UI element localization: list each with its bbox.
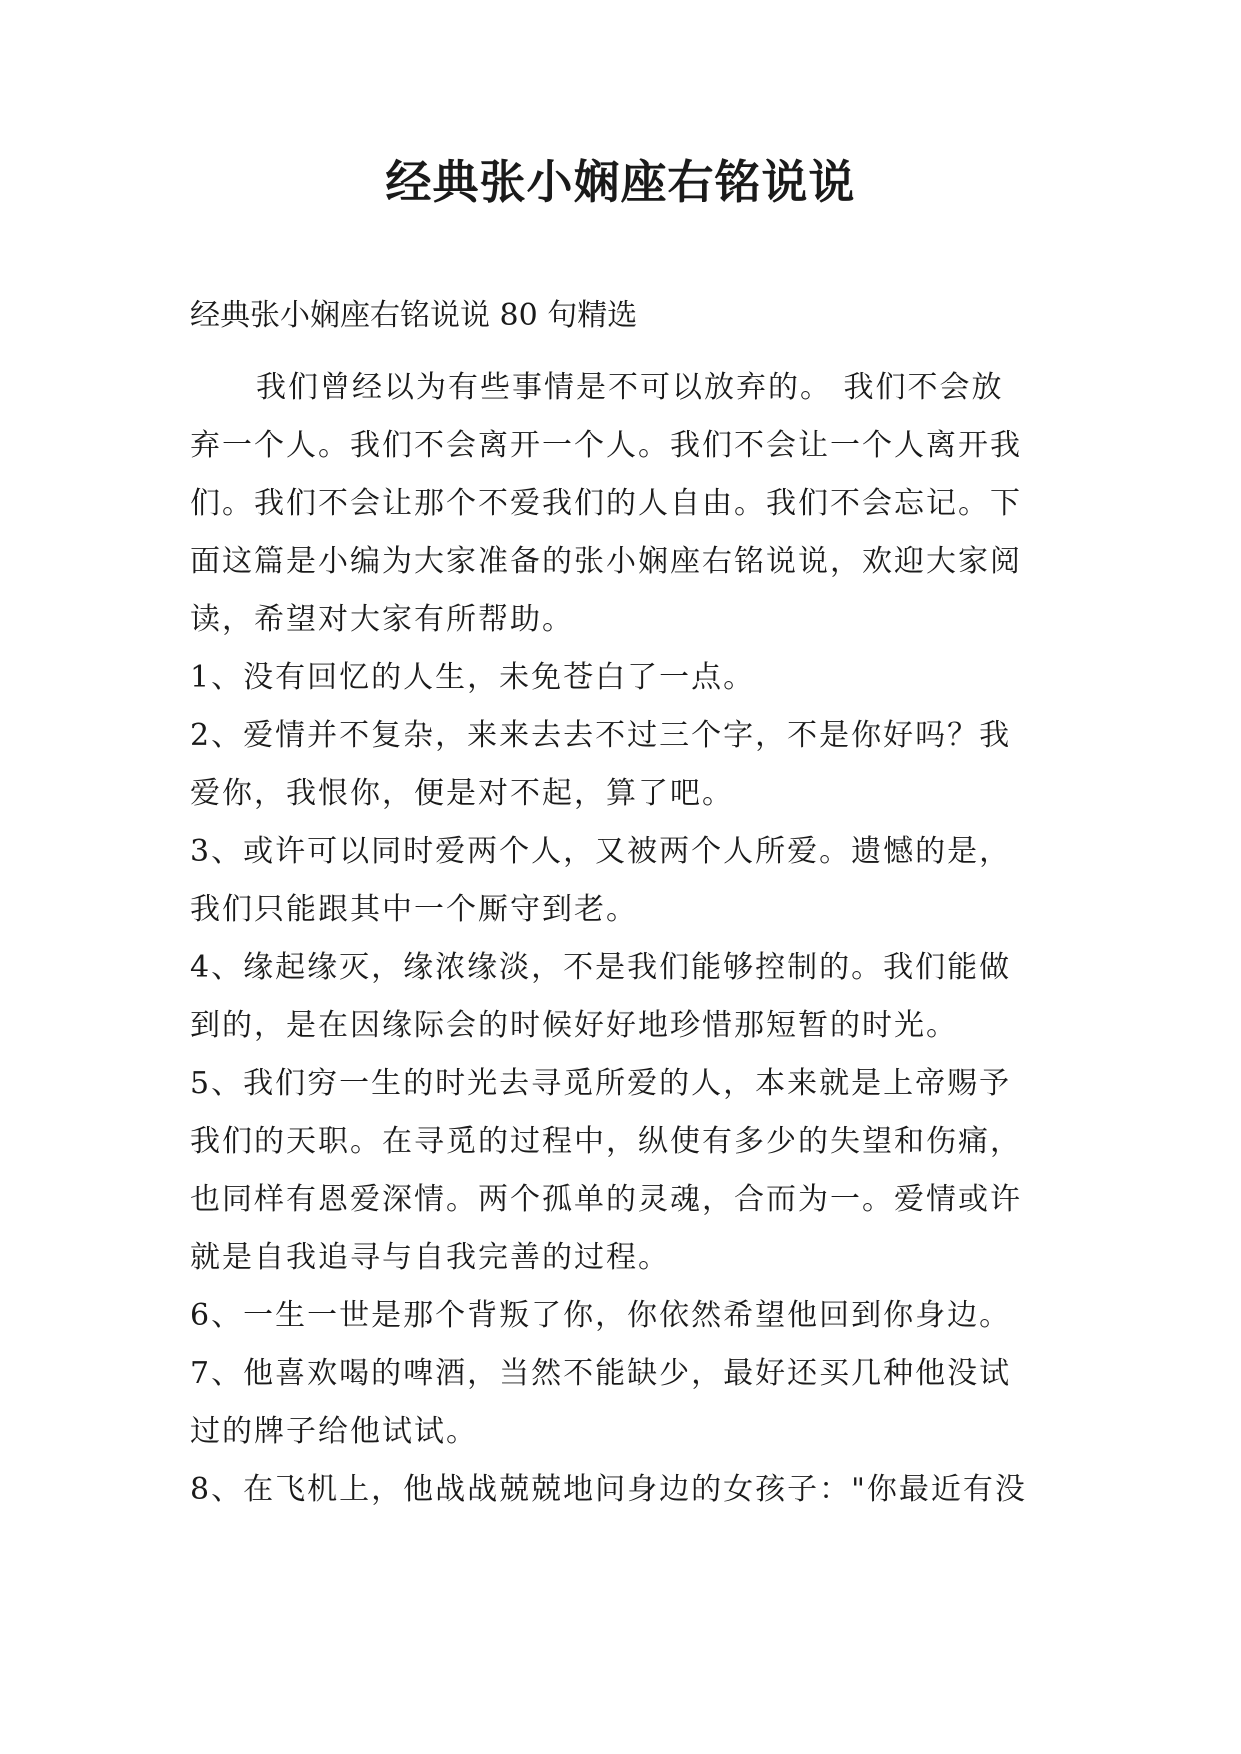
paragraph-line: 弃一个人。我们不会离开一个人。我们不会让一个人离开我 [190,428,1022,463]
quote-line: 过的牌子给他试试。 [190,1414,478,1449]
paragraph-line: 面这篇是小编为大家准备的张小娴座右铭说说，欢迎大家阅 [190,544,1022,579]
quote-line: 6、一生一世是那个背叛了你，你依然希望他回到你身边。 [190,1298,1012,1333]
quote-line: 1、没有回忆的人生，未免苍白了一点。 [190,660,756,695]
quote-line: 就是自我追寻与自我完善的过程。 [190,1240,670,1275]
quote-line: 爱你，我恨你，便是对不起，算了吧。 [190,776,734,811]
quote-line: 我们只能跟其中一个厮守到老。 [190,892,638,927]
quote-line: 我们的天职。在寻觅的过程中，纵使有多少的失望和伤痛， [190,1124,1022,1159]
paragraph-line: 们。我们不会让那个不爱我们的人自由。我们不会忘记。下 [190,486,1022,521]
quote-line: 到的，是在因缘际会的时候好好地珍惜那短暂的时光。 [190,1008,958,1043]
quote-line: 3、或许可以同时爱两个人，又被两个人所爱。遗憾的是， [190,834,1012,869]
document-subtitle: 经典张小娴座右铭说说 80 句精选 [190,298,638,333]
document-title: 经典张小娴座右铭说说 [385,155,856,209]
paragraph-line: 读，希望对大家有所帮助。 [190,602,574,637]
quote-line: 4、缘起缘灭，缘浓缘淡，不是我们能够控制的。我们能做 [190,950,1012,985]
paragraph-line: 我们曾经以为有些事情是不可以放弃的。 我们不会放 [256,370,1004,405]
quote-line: 也同样有恩爱深情。两个孤单的灵魂，合而为一。爱情或许 [190,1182,1022,1217]
quote-line: 8、在飞机上，他战战兢兢地问身边的女孩子："你最近有没 [190,1472,1027,1507]
quote-line: 2、爱情并不复杂，来来去去不过三个字，不是你好吗？我 [190,718,1012,753]
quote-line: 7、他喜欢喝的啤酒，当然不能缺少，最好还买几种他没试 [190,1356,1012,1391]
quote-line: 5、我们穷一生的时光去寻觅所爱的人，本来就是上帝赐予 [190,1066,1012,1101]
